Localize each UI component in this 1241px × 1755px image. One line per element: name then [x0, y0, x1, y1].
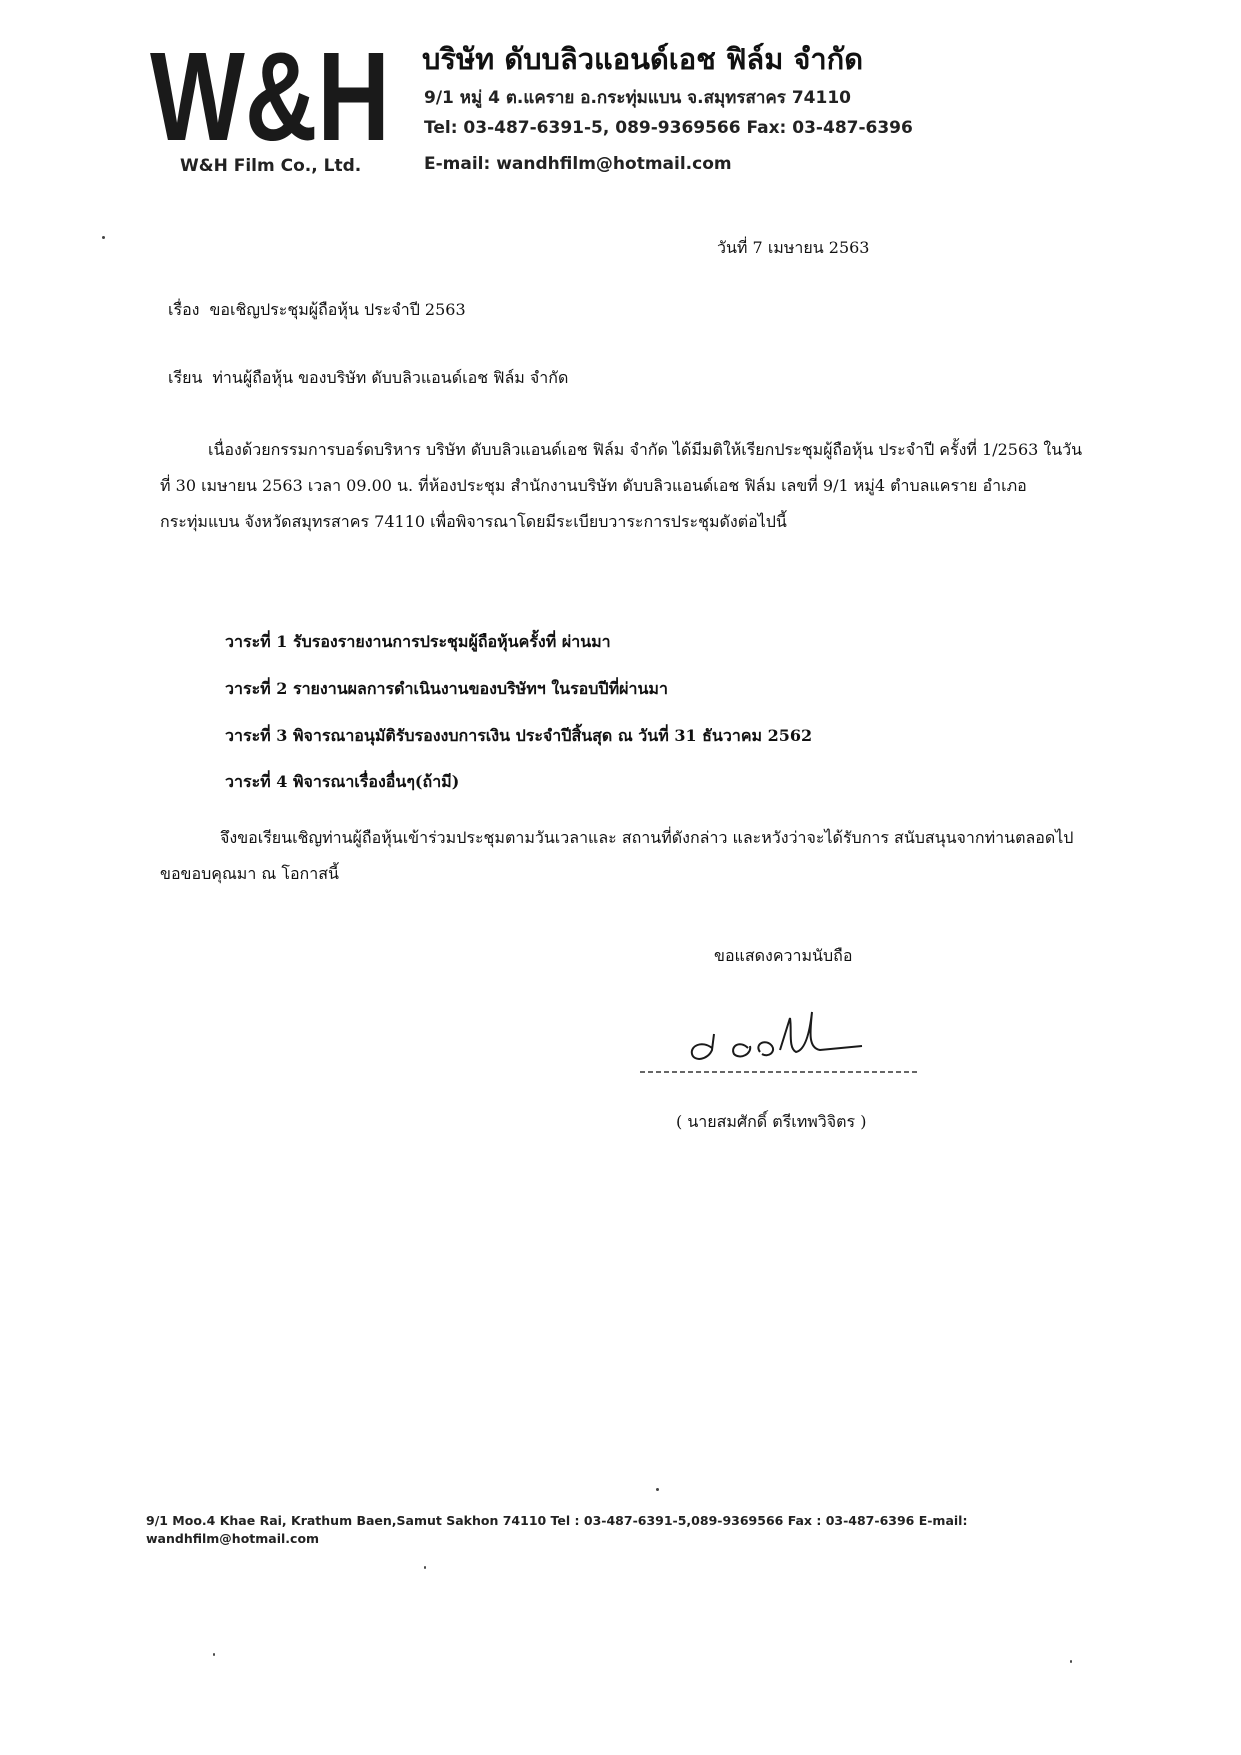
subject-text: ขอเชิญประชุมผู้ถือหุ้น ประจำปี 2563	[209, 300, 466, 319]
footer-contact: 9/1 Moo.4 Khae Rai, Krathum Baen,Samut Sakhon 74110 Tel : 03-487-6391-5,089-9369566 Fax : 03-487-6396 E-mail: wandhfilm@hotmail.com	[146, 1513, 968, 1546]
salutation-text: ท่านผู้ถือหุ้น ของบริษัท ดับบลิวแอนด์เอช ฟิล์ม จำกัด	[212, 368, 569, 387]
agenda-item: วาระที่ 4 พิจารณาเรื่องอื่นๆ(ถ้ามี)	[225, 772, 460, 791]
body-paragraph-1	[160, 432, 1092, 540]
wh-logo-icon	[150, 40, 390, 148]
company-contact: Tel: 03-487-6391-5, 089-9369566 Fax: 03-487-6396	[424, 118, 913, 138]
letter-subject	[168, 298, 466, 323]
agenda-item: วาระที่ 3 พิจารณาอนุมัติรับรองงบการเงิน ประจำปีสิ้นสุด ณ วันที่ 31 ธันวาคม 2562	[225, 726, 813, 745]
scan-speck	[656, 1488, 659, 1491]
logo-text: W&H	[150, 40, 390, 148]
letter-salutation	[168, 366, 568, 391]
company-address: 9/1 หมู่ 4 ต.แคราย อ.กระทุ่มแบน จ.สมุทรสาคร 74110	[424, 88, 851, 108]
signer-name: ( นายสมศักดิ์ ตรีเทพวิจิตร )	[676, 1112, 867, 1131]
scan-speck	[424, 1566, 426, 1569]
company-email: E-mail: wandhfilm@hotmail.com	[424, 154, 732, 174]
signature-icon	[640, 990, 960, 1080]
paragraph-2-text: จึงขอเรียนเชิญท่านผู้ถือหุ้นเข้าร่วมประชุมตามวันเวลาและ สถานที่ดังกล่าว และหวังว่าจะได้รับการ สนับสนุนจากท่านตลอดไป ขอขอบคุณมา ณ โอกาสนี้	[160, 828, 1074, 883]
agenda-item: วาระที่ 1 รับรองรายงานการประชุมผู้ถือหุ้นครั้งที่ ผ่านมา	[225, 632, 611, 651]
scan-speck	[213, 1653, 215, 1656]
scan-speck	[1070, 1660, 1072, 1663]
scan-speck	[102, 236, 105, 239]
paragraph-1-text: เนื่องด้วยกรรมการบอร์ดบริหาร บริษัท ดับบลิวแอนด์เอช ฟิล์ม จำกัด ได้มีมติให้เรียกประชุมผู้ถือหุ้น ประจำปี ครั้งที่ 1/2563 ในวันที่ 30 เมษายน 2563 เวลา 09.00 น. ที่ห้องประชุม สำนักงานบริษัท ดับบลิวแอนด์เอช ฟิล์ม เลขที่ 9/1 หมู่4 ตำบลแคราย อำเภอกระทุ่มแบน จังหวัดสมุทรสาคร 74110 เพื่อพิจารณาโดยมีระเบียบวาระการประชุมดังต่อไปนี้	[160, 440, 1083, 531]
subject-label: เรื่อง	[168, 300, 200, 319]
agenda-item: วาระที่ 2 รายงานผลการดำเนินงานของบริษัทฯ ในรอบปีที่ผ่านมา	[225, 679, 668, 698]
logo-subtitle: W&H Film Co., Ltd.	[180, 156, 362, 176]
company-name: บริษัท ดับบลิวแอนด์เอช ฟิล์ม จำกัด	[422, 42, 864, 76]
company-logo	[150, 40, 410, 182]
body-paragraph-2	[160, 820, 1092, 892]
letter-date: วันที่ 7 เมษายน 2563	[717, 238, 870, 257]
letter-closing: ขอแสดงความนับถือ	[714, 946, 853, 965]
salutation-label: เรียน	[168, 368, 203, 387]
signature	[640, 990, 960, 1080]
